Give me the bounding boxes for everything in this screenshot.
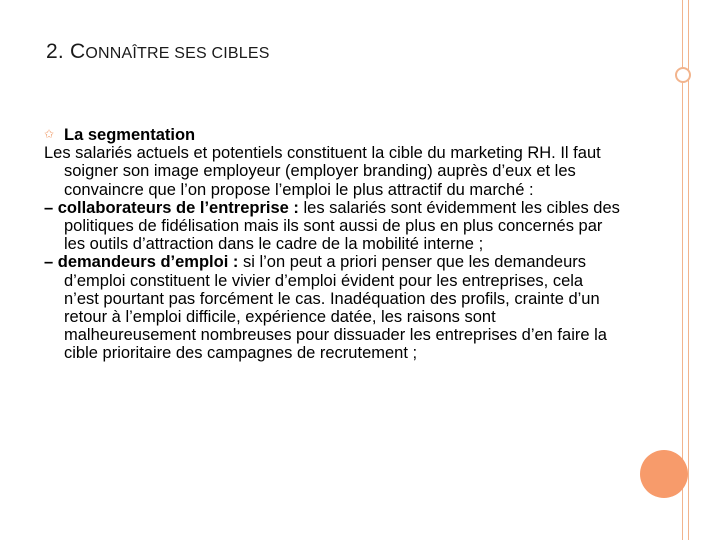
item1-text: les salariés sont évidemment les cibles des politiques de fidélisation mais ils sont aussi de plus en plus concernés par les outils d’attraction dans le cadre de la mobilité interne ; [64,198,620,254]
slide-title [46,40,270,64]
slide-body [44,126,622,363]
bullet-heading-line [44,126,622,144]
item-collaborateurs [44,199,622,254]
item2-text: si l’on peut a priori penser que les demandeurs d’emploi constituent le vivier d’emploi évident pour les entreprises, cela n’est pourtant pas forcément le cas. Inadéquation des profils, crainte d’un retour à l’emploi difficile, expérience datée, les raisons sont malheureusement nombreuses pour dissuader les entreprises d’en faire la cible prioritaire des campagnes de recrutement ; [64,253,607,363]
item2-label: – demandeurs d’emploi : [44,253,239,272]
intro-paragraph: Les salariés actuels et potentiels constituent la cible du marketing RH. Il faut soigner son image employeur (employer branding) auprès d’eux et les convaincre que l’on propose l’emploi le plus attractif du marché : [44,144,601,199]
title-prefix: 2. C [46,40,86,63]
item1-label: – collaborateurs de l’entreprise : [44,198,299,217]
bullet-heading: La segmentation [64,126,196,144]
title-rest: ONNAÎTRE SES CIBLES [85,45,270,62]
decorative-circle-small [675,67,691,83]
item-demandeurs [44,253,622,362]
decorative-circle-large [640,450,688,498]
star-outline-icon: ✩ [44,127,55,141]
